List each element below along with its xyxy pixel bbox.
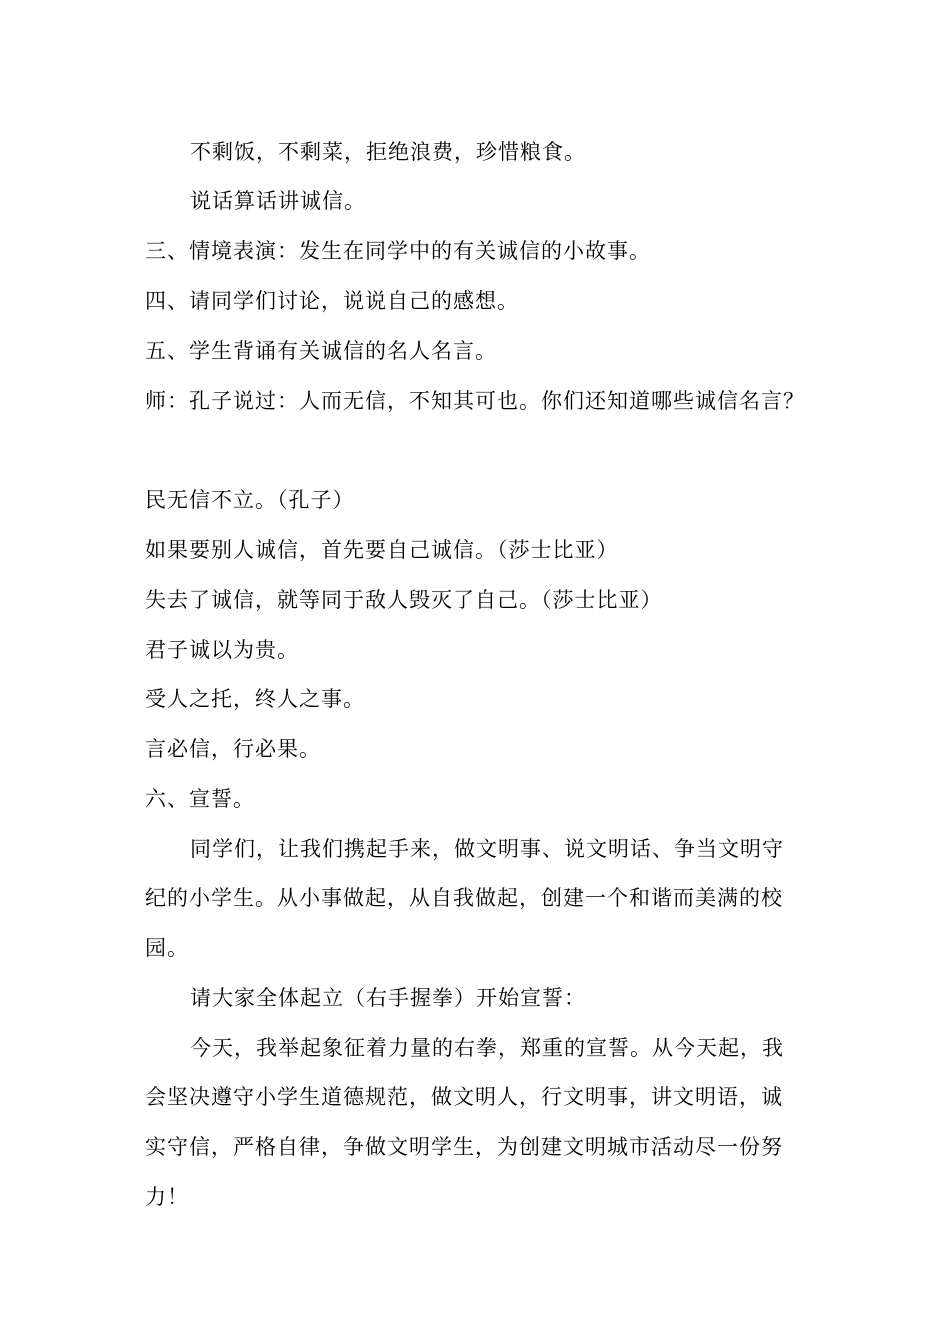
- oath-line: 今天，我举起象征着力量的右拳，郑重的宣誓。从今天起，我: [190, 1036, 784, 1060]
- quote-line: 君子诚以为贵。: [145, 638, 299, 662]
- paragraph-line: 请大家全体起立（右手握拳）开始宣誓：: [190, 986, 586, 1010]
- oath-line: 会坚决遵守小学生道德规范，做文明人，行文明事，讲文明语，诚: [145, 1085, 783, 1109]
- paragraph-line: 纪的小学生。从小事做起，从自我做起，创建一个和谐而美满的校: [145, 886, 783, 910]
- paragraph-line: 同学们，让我们携起手来，做文明事、说文明话、争当文明守: [190, 837, 784, 861]
- quote-line: 受人之托，终人之事。: [145, 687, 365, 711]
- section-heading-6: 六、宣誓。: [145, 787, 255, 811]
- text-line: 不剩饭，不剩菜，拒绝浪费，珍惜粮食。: [190, 140, 586, 164]
- teacher-line: 师：孔子说过：人而无信，不知其可也。你们还知道哪些诚信名言？: [145, 389, 805, 413]
- quote-line: 民无信不立。（孔子）: [145, 488, 355, 512]
- paragraph-line: 园。: [145, 936, 189, 960]
- section-heading-4: 四、请同学们讨论，说说自己的感想。: [145, 289, 519, 313]
- section-heading-5: 五、学生背诵有关诚信的名人名言。: [145, 339, 497, 363]
- quote-line: 言必信，行必果。: [145, 737, 321, 761]
- oath-line: 力！: [145, 1185, 189, 1209]
- quote-line: 如果要别人诚信，首先要自己诚信。（莎士比亚）: [145, 538, 619, 562]
- section-heading-3: 三、情境表演：发生在同学中的有关诚信的小故事。: [145, 239, 651, 263]
- oath-line: 实守信，严格自律，争做文明学生，为创建文明城市活动尽一份努: [145, 1135, 783, 1159]
- quote-line: 失去了诚信，就等同于敌人毁灭了自己。（莎士比亚）: [145, 588, 663, 612]
- text-line: 说话算话讲诚信。: [190, 189, 366, 213]
